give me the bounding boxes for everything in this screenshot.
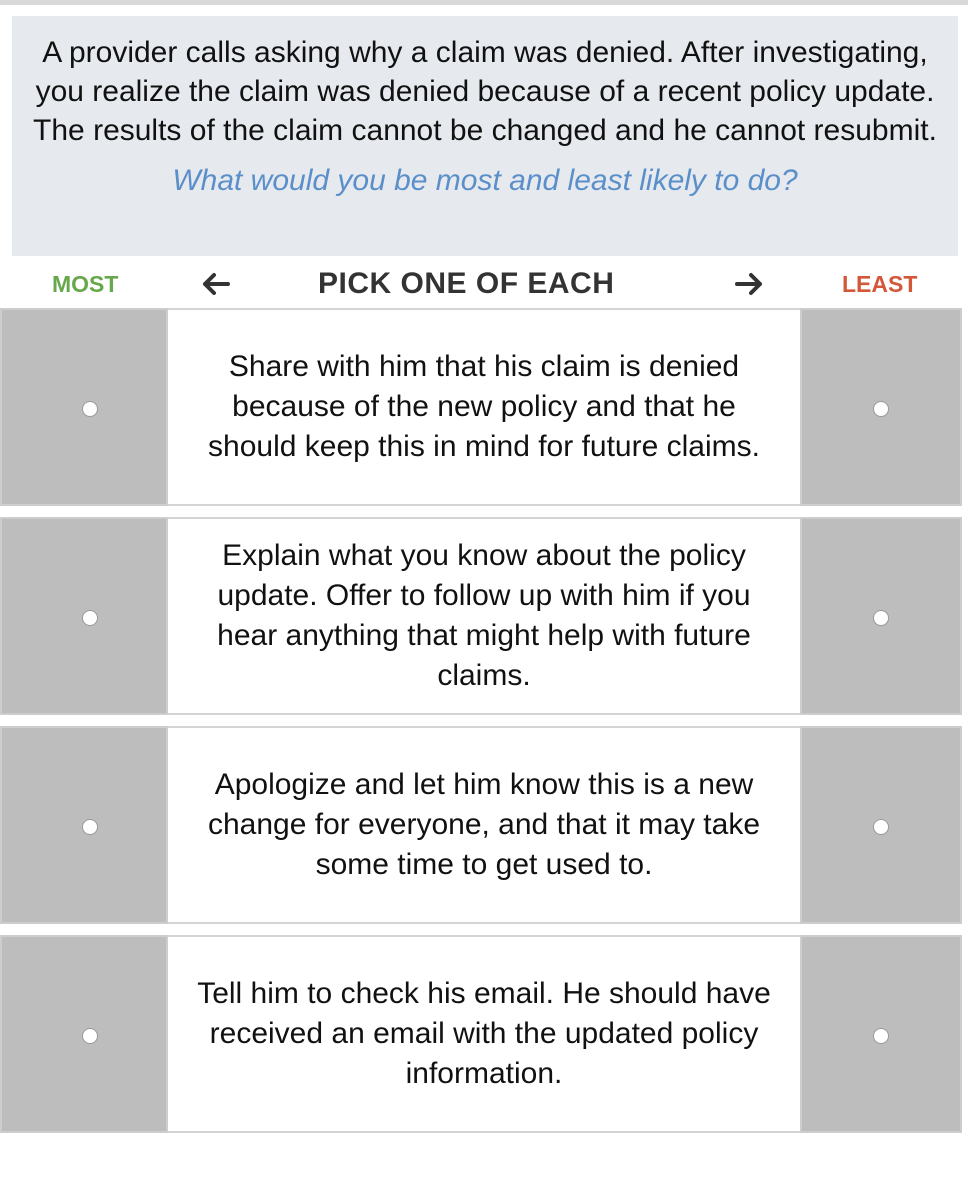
option-row <box>0 517 968 715</box>
arrow-left-icon <box>202 272 230 296</box>
least-select-cell[interactable] <box>800 726 962 924</box>
least-select-cell[interactable] <box>800 308 962 506</box>
option-row <box>0 308 968 506</box>
most-select-cell[interactable] <box>0 517 168 715</box>
option-text-cell <box>168 935 800 1133</box>
arrow-right-icon <box>735 272 763 296</box>
column-header <box>0 258 968 308</box>
most-select-cell[interactable] <box>0 308 168 506</box>
scenario-question: What would you be most and least likely to do? <box>172 164 798 197</box>
most-select-cell[interactable] <box>0 726 168 924</box>
option-text: Explain what you know about the policy update. Offer to follow up with him if you hear anything that might help with future claims. <box>217 539 751 692</box>
option-text: Apologize and let him know this is a new change for everyone, and that it may take some time to get used to. <box>208 768 760 881</box>
scenario-text: A provider calls asking why a claim was denied. After investigating, you realize the claim was denied because of a recent policy update. The results of the claim cannot be changed and he cannot resubmit. <box>33 36 937 147</box>
scenario-panel <box>12 16 958 256</box>
option-row <box>0 726 968 924</box>
option-text: Tell him to check his email. He should have received an email with the updated policy information. <box>197 977 771 1090</box>
least-column-label: LEAST <box>842 271 918 297</box>
option-text-cell <box>168 726 800 924</box>
most-radio-button[interactable] <box>82 819 98 835</box>
least-radio-button[interactable] <box>873 819 889 835</box>
least-radio-button[interactable] <box>873 610 889 626</box>
least-radio-button[interactable] <box>873 401 889 417</box>
most-radio-button[interactable] <box>82 1028 98 1044</box>
option-text-cell <box>168 517 800 715</box>
most-radio-button[interactable] <box>82 401 98 417</box>
least-select-cell[interactable] <box>800 935 962 1133</box>
most-column-label: MOST <box>52 271 119 297</box>
most-select-cell[interactable] <box>0 935 168 1133</box>
least-radio-button[interactable] <box>873 1028 889 1044</box>
top-divider <box>0 0 968 5</box>
instruction-label: PICK ONE OF EACH <box>318 267 615 300</box>
option-text: Share with him that his claim is denied because of the new policy and that he should keep this in mind for future claims. <box>208 350 760 463</box>
option-row <box>0 935 968 1133</box>
option-text-cell <box>168 308 800 506</box>
most-radio-button[interactable] <box>82 610 98 626</box>
least-select-cell[interactable] <box>800 517 962 715</box>
